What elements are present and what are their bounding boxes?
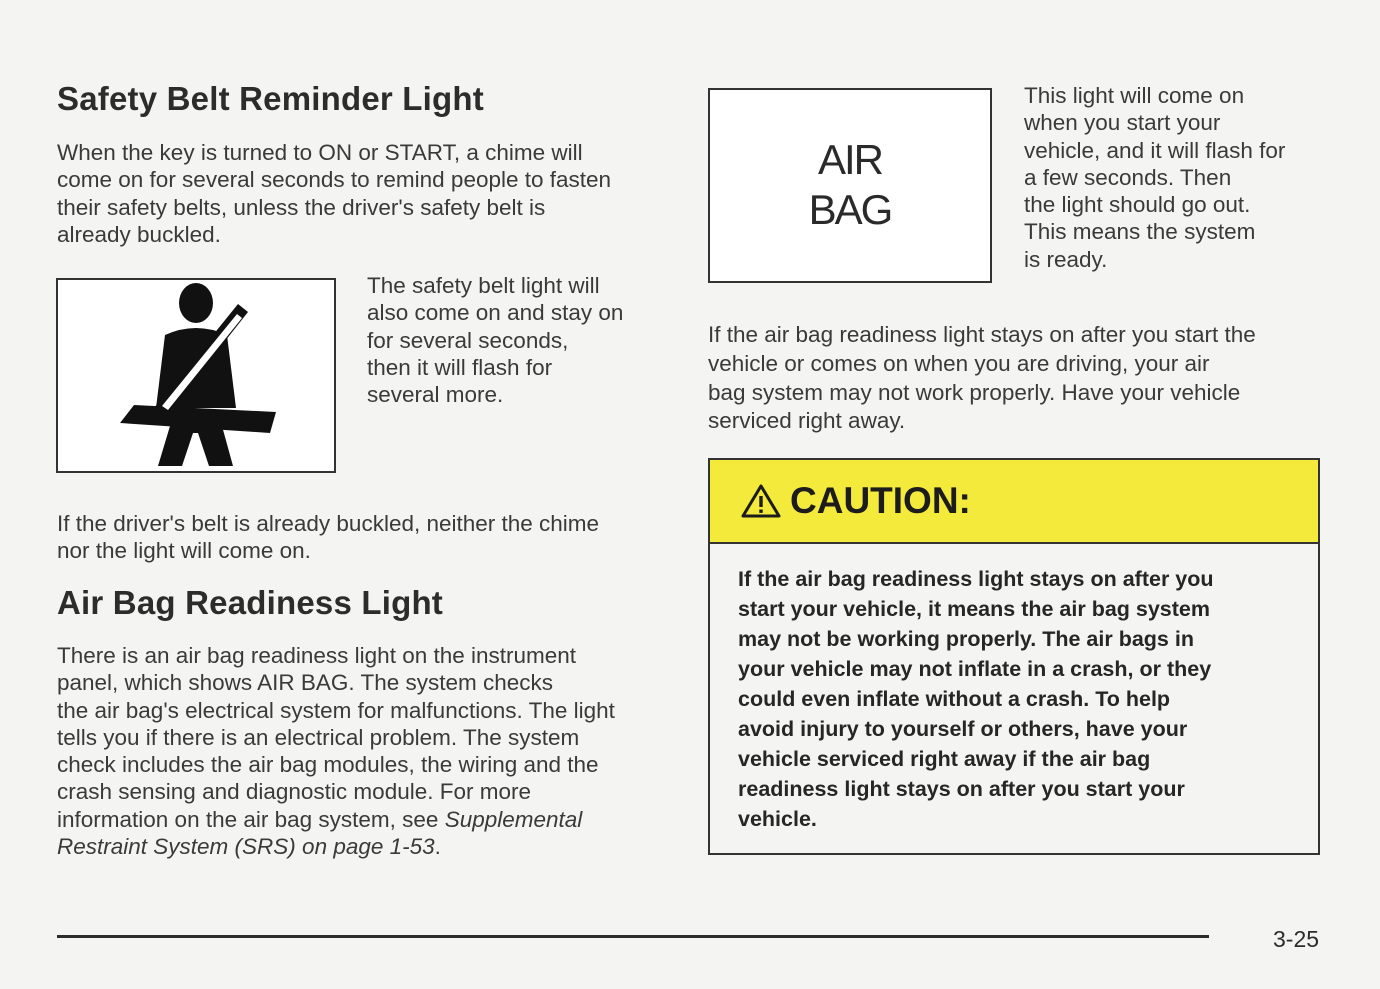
text-line: panel, which shows AIR BAG. The system checks [57,670,554,696]
text-line: readiness light stays on after you start your [738,777,1185,801]
text-line: vehicle serviced right away if the air bag [738,747,1151,771]
seatbelt-side-paragraph [367,272,623,408]
text-line: come on for several seconds to remind people to fasten [57,167,612,193]
text-line: a few seconds. Then [1024,164,1232,190]
text-line [57,833,615,860]
srs-reference-link-cont[interactable]: Restraint System (SRS) on page 1-53 [57,834,435,860]
text-line: their safety belts, unless the driver's safety belt is [57,194,546,220]
text-line: then it will flash for [367,354,553,380]
caution-title: CAUTION: [790,480,971,521]
airbag-indicator-word-bag: BAG [808,186,892,233]
text-line: When the key is turned to ON or START, a chime will [57,140,583,165]
text-line: If the driver's belt is already buckled, neither the chime [57,511,600,536]
airbag-readiness-paragraph [57,642,615,860]
text-line: There is an air bag readiness light on the instrument [57,643,577,668]
seatbelt-intro-paragraph [57,139,611,248]
text-line: also come on and stay on [367,300,624,326]
text-line [57,806,615,833]
footer-rule [57,935,1209,938]
text-line: avoid injury to yourself or others, have your [738,717,1188,741]
warning-triangle-icon [740,483,782,519]
srs-reference-link[interactable]: Supplemental [444,806,583,832]
text-line: for several seconds, [367,327,569,353]
section-title-air-bag-readiness: Air Bag Readiness Light [57,584,444,621]
airbag-side-paragraph [1024,82,1285,273]
text-line: check includes the air bag modules, the wiring and the [57,752,599,778]
text-line: This means the system [1024,219,1256,245]
airbag-indicator-box [708,88,992,283]
text-line: If the air bag readiness light stays on after you [738,567,1214,591]
seatbelt-note-paragraph [57,510,599,565]
section-title-safety-belt: Safety Belt Reminder Light [57,80,484,117]
text-line: vehicle. [738,807,817,831]
text-line: when you start your [1024,110,1221,136]
text-line: If the air bag readiness light stays on after you start the [708,322,1256,347]
page-number: 3-25 [1273,926,1320,952]
text-line: start your vehicle, it means the air bag system [738,597,1210,621]
text-line: This light will come on [1024,83,1245,108]
airbag-stays-on-paragraph [708,321,1256,436]
text-line: The safety belt light will [367,273,600,298]
caution-header [710,460,1318,544]
text-line: could even inflate without a crash. To help [738,687,1171,711]
text-line: is ready. [1024,246,1108,272]
seatbelt-indicator-box [56,278,336,473]
reference-prefix: information on the air bag system, see [57,806,445,832]
text-line: nor the light will come on. [57,538,311,564]
text-line: the air bag's electrical system for malfunctions. The light [57,697,615,723]
text-line: the light should go out. [1024,192,1251,218]
airbag-indicator-word-air: AIR [817,136,882,183]
text-line: may not be working properly. The air bags in [738,627,1194,651]
text-line: several more. [367,382,504,408]
seatbelt-icon [58,280,334,471]
reference-suffix: . [434,834,441,860]
caution-text [710,544,1318,834]
text-line: already buckled. [57,221,221,247]
text-line: serviced right away. [708,408,906,434]
text-line: bag system may not work properly. Have your vehicle [708,379,1241,405]
text-line: your vehicle may not inflate in a crash, or they [738,657,1212,681]
caution-box [708,458,1320,855]
text-line: tells you if there is an electrical problem. The system [57,724,580,750]
text-line: crash sensing and diagnostic module. For more [57,779,531,805]
text-line: vehicle, and it will flash for [1024,137,1286,163]
text-line: vehicle or comes on when you are driving, your air [708,350,1210,376]
